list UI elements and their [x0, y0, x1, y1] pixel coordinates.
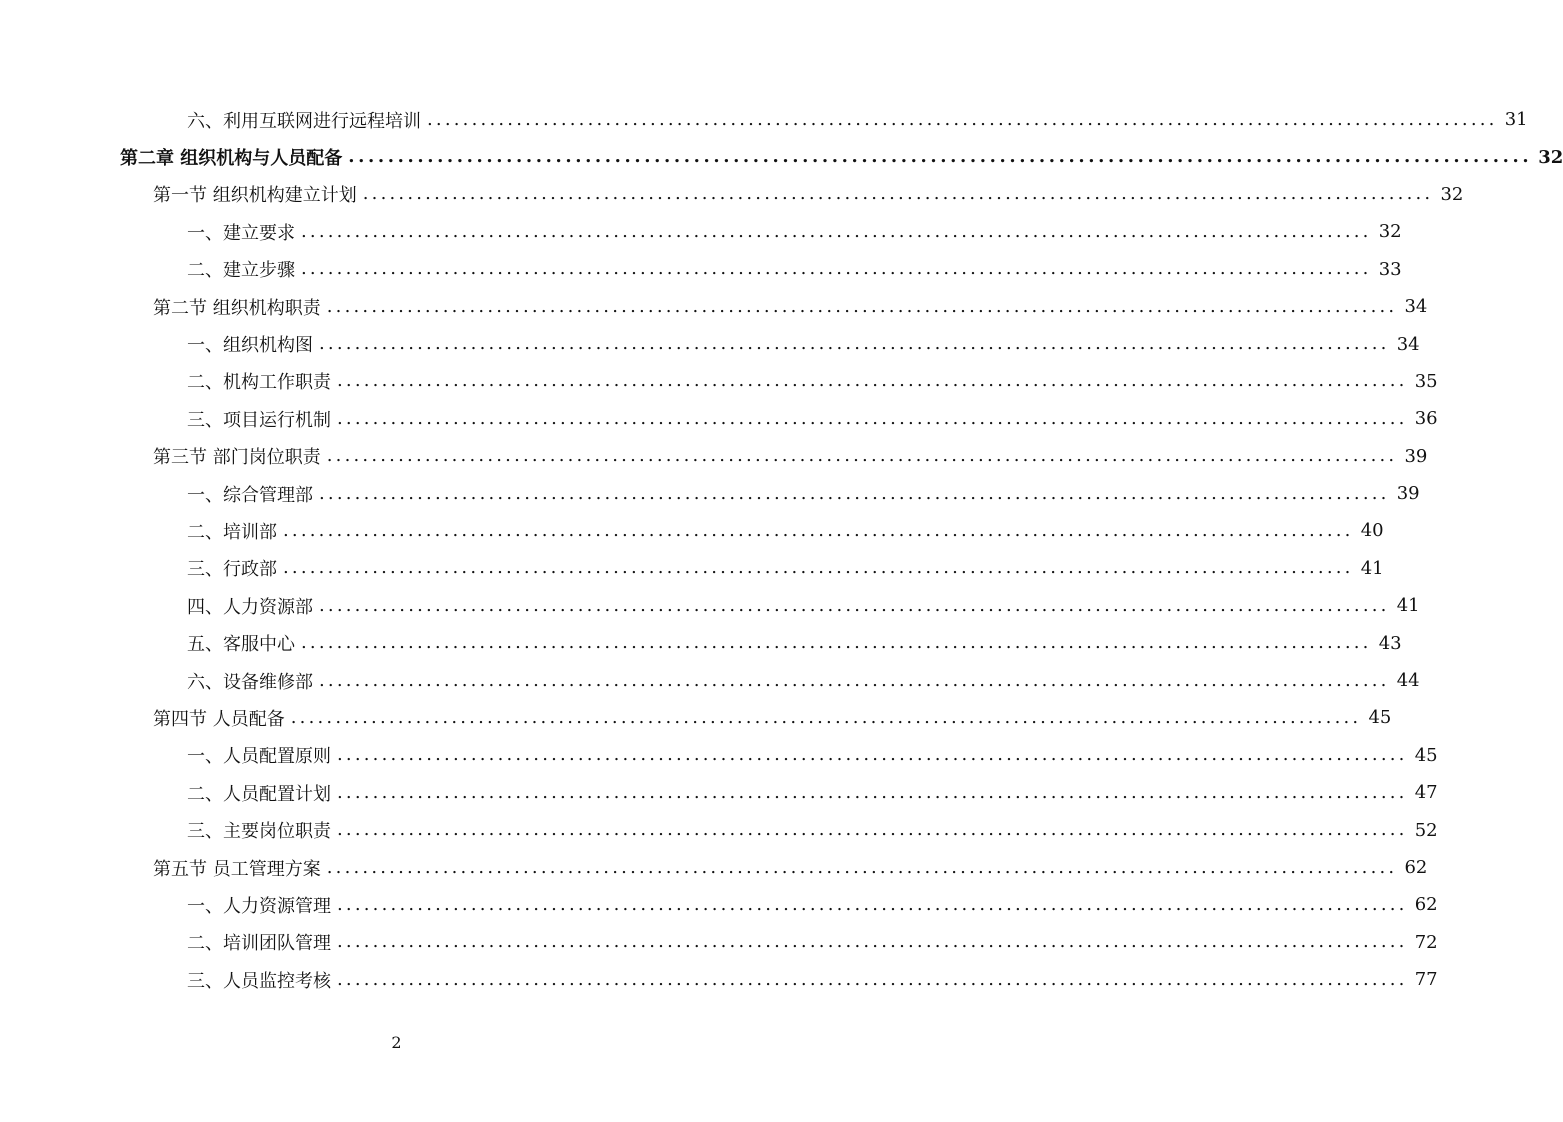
toc-row[interactable]: [0, 176, 1464, 213]
toc-entry-page: 39: [1396, 483, 1420, 505]
toc-entry-page: 39: [1404, 445, 1428, 467]
toc-entry-page: 34: [1396, 333, 1420, 355]
toc-row[interactable]: [0, 400, 1438, 437]
toc-row[interactable]: [0, 961, 1438, 998]
toc-entry-label: 三、主要岗位职责: [187, 817, 333, 843]
toc-row[interactable]: [0, 587, 1420, 624]
dot-leader: ........................................................................................................................: [290, 706, 1362, 728]
dot-leader: ........................................................................................................................: [337, 893, 1408, 915]
dot-leader: ........................................................................................................................: [348, 146, 1533, 168]
toc-row[interactable]: [0, 699, 1392, 736]
toc-row[interactable]: [0, 438, 1428, 475]
toc-entry-label: 六、利用互联网进行远程培训: [187, 107, 423, 133]
toc-row[interactable]: [0, 924, 1438, 961]
toc-entry-page: 34: [1404, 296, 1428, 318]
toc-entry-page: 62: [1404, 857, 1428, 878]
dot-leader: ........................................................................................................................: [337, 931, 1408, 953]
toc-entry-label: 一、人员配置原则: [187, 742, 333, 768]
toc-entry-page: 47: [1414, 782, 1438, 804]
toc-row[interactable]: [0, 886, 1438, 923]
toc-entry-page: 43: [1378, 632, 1402, 654]
toc-entry-page: 44: [1396, 670, 1420, 692]
dot-leader: ........................................................................................................................: [337, 819, 1408, 841]
toc-entry-label: 二、培训部: [187, 518, 279, 544]
toc-row[interactable]: [0, 325, 1420, 362]
toc-row[interactable]: [0, 138, 1563, 175]
toc-entry-page: 72: [1414, 931, 1438, 953]
dot-leader: ........................................................................................................................: [319, 333, 1390, 355]
toc-entry-label: 第二章 组织机构与人员配备: [120, 144, 344, 170]
dot-leader: ........................................................................................................................: [283, 519, 1354, 541]
toc-entry-label: 第三节 部门岗位职责: [153, 443, 323, 469]
dot-leader: ........................................................................................................................: [337, 370, 1408, 392]
toc-entry-label: 六、设备维修部: [187, 668, 315, 694]
toc-entry-page: 41: [1360, 557, 1384, 579]
toc-entry-page: 36: [1414, 408, 1438, 430]
toc-row[interactable]: [0, 811, 1438, 848]
toc-entry-label: 三、行政部: [187, 555, 279, 581]
toc-row[interactable]: [0, 737, 1438, 774]
toc-entry-page: 45: [1368, 707, 1392, 729]
toc-entry-page: 40: [1360, 520, 1384, 542]
toc-row[interactable]: [0, 101, 1528, 138]
toc-entry-label: 一、组织机构图: [187, 331, 315, 357]
toc-row[interactable]: [0, 624, 1402, 661]
toc-entry-label: 一、建立要求: [187, 219, 297, 245]
dot-leader: ........................................................................................................................: [337, 781, 1408, 803]
toc-entry-label: 五、客服中心: [187, 630, 297, 656]
dot-leader: ........................................................................................................................: [326, 856, 1398, 878]
dot-leader: ........................................................................................................................: [326, 445, 1398, 467]
toc-entry-label: 第一节 组织机构建立计划: [153, 181, 359, 207]
toc-row[interactable]: [0, 363, 1438, 400]
toc-row[interactable]: [0, 849, 1428, 886]
toc-entry-label: 四、人力资源部: [187, 593, 315, 619]
toc-row[interactable]: [0, 251, 1402, 288]
dot-leader: ........................................................................................................................: [301, 258, 1372, 280]
dot-leader: ........................................................................................................................: [319, 594, 1390, 616]
toc-entry-page: 52: [1414, 819, 1438, 841]
dot-leader: ........................................................................................................................: [283, 557, 1354, 579]
toc-entry-page: 32: [1378, 221, 1402, 243]
toc-entry-page: 31: [1504, 109, 1528, 131]
toc-row[interactable]: [0, 662, 1420, 699]
toc-entry-page: 77: [1414, 969, 1438, 991]
toc-entry-page: 62: [1414, 894, 1438, 916]
toc-entry-label: 一、综合管理部: [187, 481, 315, 507]
dot-leader: ........................................................................................................................: [326, 295, 1398, 317]
toc-entry-label: 第四节 人员配备: [153, 705, 287, 731]
dot-leader: ........................................................................................................................: [337, 407, 1408, 429]
dot-leader: ........................................................................................................................: [427, 108, 1498, 130]
toc-entry-label: 三、项目运行机制: [187, 406, 333, 432]
toc-entry-label: 三、人员监控考核: [187, 967, 333, 993]
dot-leader: ........................................................................................................................: [337, 968, 1408, 990]
toc-row[interactable]: [0, 512, 1384, 549]
toc-entry-label: 二、培训团队管理: [187, 929, 333, 955]
toc-entry-label: 二、人员配置计划: [187, 780, 333, 806]
toc-row[interactable]: [0, 774, 1438, 811]
toc-entry-page: 41: [1396, 595, 1420, 617]
toc-entry-page: 35: [1414, 370, 1438, 392]
toc-entry-label: 第二节 组织机构职责: [153, 294, 323, 320]
toc-entry-label: 第五节 员工管理方案: [153, 855, 323, 881]
toc-row[interactable]: [0, 213, 1402, 250]
toc-entry-label: 二、建立步骤: [187, 256, 297, 282]
dot-leader: ........................................................................................................................: [301, 220, 1372, 242]
toc-entry-label: 一、人力资源管理: [187, 892, 333, 918]
dot-leader: ........................................................................................................................: [319, 482, 1390, 504]
toc-row[interactable]: [0, 550, 1384, 587]
toc-entry-page: 32: [1440, 183, 1464, 205]
toc-entry-page: 45: [1414, 744, 1438, 766]
page-number: 2: [391, 1033, 402, 1052]
toc-entry-page: 32: [1538, 146, 1563, 168]
dot-leader: ........................................................................................................................: [337, 744, 1408, 766]
toc-row[interactable]: [0, 475, 1420, 512]
toc-entry-page: 33: [1378, 258, 1402, 280]
dot-leader: ........................................................................................................................: [319, 669, 1390, 691]
toc-row[interactable]: [0, 288, 1428, 325]
dot-leader: ........................................................................................................................: [301, 632, 1372, 654]
toc-entry-label: 二、机构工作职责: [187, 368, 333, 394]
dot-leader: ........................................................................................................................: [362, 183, 1434, 205]
table-of-contents: [0, 101, 1563, 998]
